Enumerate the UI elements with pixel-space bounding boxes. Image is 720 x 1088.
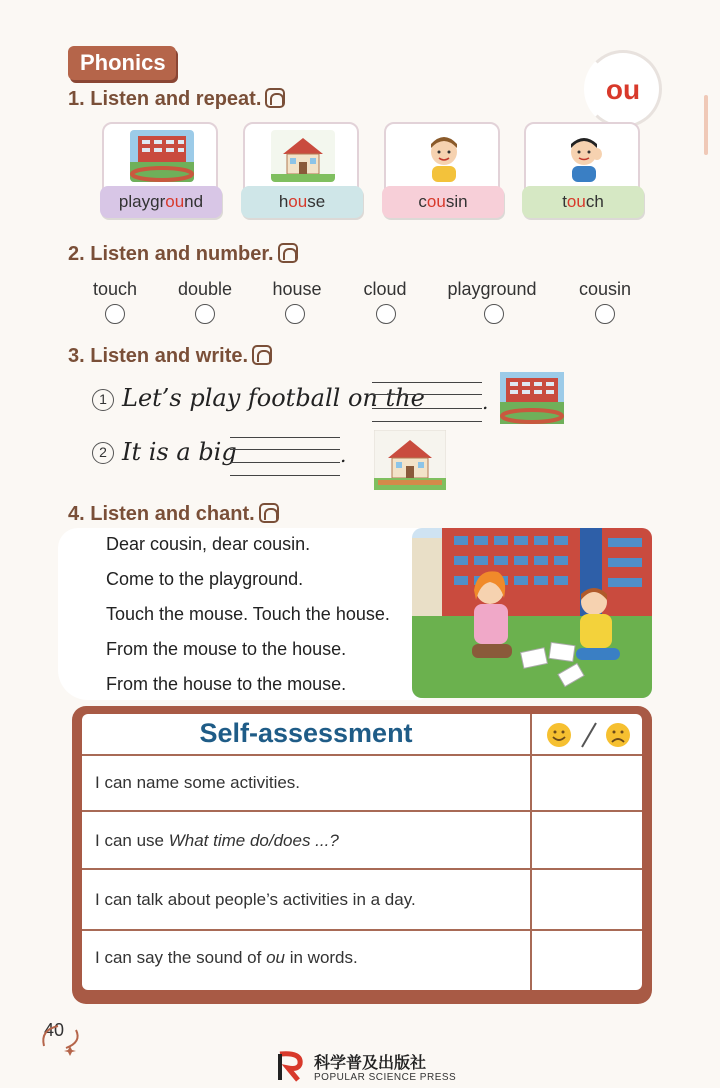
headphone-icon[interactable]	[259, 503, 279, 523]
publisher-logo	[276, 1050, 306, 1082]
headphone-icon[interactable]	[265, 88, 285, 108]
sentence-period: .	[340, 443, 347, 467]
word-card-cousin[interactable]	[384, 122, 500, 218]
write-sentence-1: Let’s play football on the	[122, 384, 425, 412]
house-picture	[271, 130, 335, 182]
section-4-title	[68, 503, 279, 526]
chant-line: From the house to the mouse.	[106, 674, 347, 694]
publisher-name-en: POPULAR SCIENCE PRESS	[314, 1072, 457, 1083]
chant-line: Dear cousin, dear cousin.	[106, 534, 311, 554]
section-3-title	[68, 345, 272, 368]
headphone-icon[interactable]	[252, 345, 272, 365]
item-number-1: 1	[92, 389, 114, 411]
cousin-boy-picture	[412, 130, 476, 182]
word-label-touch: touch	[522, 186, 644, 218]
number-answer-circle[interactable]	[105, 304, 125, 324]
children-playing-illustration	[412, 528, 652, 698]
number-answer-circle[interactable]	[595, 304, 615, 324]
assessment-row: I can use What time do/does ...?	[95, 831, 339, 850]
chant-line: From the mouse to the house.	[106, 639, 347, 659]
write-line[interactable]	[230, 475, 340, 476]
sentence-period: .	[482, 390, 489, 414]
page-edge-mark	[704, 95, 708, 155]
page-number-swirl	[36, 1016, 86, 1056]
word-label-playground: playground	[100, 186, 222, 218]
number-word: house	[272, 279, 322, 299]
self-assessment-title: Self-assessment	[199, 718, 413, 748]
section-2-title	[68, 243, 298, 266]
number-answer-circle[interactable]	[484, 304, 504, 324]
house-picture	[374, 430, 446, 490]
assessment-row: I can talk about people’s activities in a day.	[95, 890, 416, 909]
section-3-title-text: 3. Listen and write.	[68, 345, 249, 367]
chant-line: Come to the playground.	[106, 569, 304, 589]
assessment-answer-cell[interactable]	[532, 870, 640, 927]
write-line[interactable]	[372, 408, 482, 409]
item-number-2: 2	[92, 442, 114, 464]
word-card-playground[interactable]	[102, 122, 218, 218]
write-sentence-2: It is a big	[122, 438, 237, 466]
chant-line: Touch the mouse. Touch the house.	[106, 604, 390, 624]
write-line[interactable]	[372, 421, 482, 422]
headphone-icon[interactable]	[278, 243, 298, 263]
assessment-answer-cell[interactable]	[532, 931, 640, 988]
write-line[interactable]	[230, 449, 340, 450]
sad-face-icon	[606, 723, 630, 747]
word-label-cousin: cousin	[382, 186, 504, 218]
word-label-house: house	[241, 186, 363, 218]
publisher-name-cn: 科学普及出版社	[314, 1053, 427, 1072]
write-line[interactable]	[230, 437, 340, 438]
playground-picture	[500, 372, 564, 424]
number-answer-circle[interactable]	[376, 304, 396, 324]
number-word: cloud	[363, 279, 407, 299]
section-1-title	[68, 88, 285, 111]
number-answer-circle[interactable]	[195, 304, 215, 324]
smile-face-icon	[547, 723, 571, 747]
touch-boy-picture	[552, 130, 616, 182]
number-word: double	[177, 279, 233, 299]
number-word: cousin	[578, 279, 632, 299]
sound-badge: ou	[584, 50, 662, 128]
section-2-title-text: 2. Listen and number.	[68, 243, 274, 265]
assessment-answer-cell[interactable]	[532, 756, 640, 808]
word-card-touch[interactable]	[524, 122, 640, 218]
write-line[interactable]	[230, 462, 340, 463]
assessment-row: I can say the sound of ou in words.	[95, 948, 358, 967]
phonics-tab: Phonics	[68, 46, 176, 80]
playground-picture	[130, 130, 194, 182]
section-4-title-text: 4. Listen and chant.	[68, 503, 255, 525]
assessment-row: I can name some activities.	[95, 773, 301, 792]
number-answer-circle[interactable]	[285, 304, 305, 324]
section-1-title-text: 1. Listen and repeat.	[68, 88, 262, 110]
write-line[interactable]	[372, 394, 482, 395]
word-card-house[interactable]	[243, 122, 359, 218]
write-line[interactable]	[372, 382, 482, 383]
assessment-answer-cell[interactable]	[532, 812, 640, 866]
number-word: touch	[92, 279, 138, 299]
page-number: 40	[44, 1020, 65, 1040]
number-word: playground	[447, 279, 537, 299]
smile-sad-faces	[544, 720, 634, 750]
